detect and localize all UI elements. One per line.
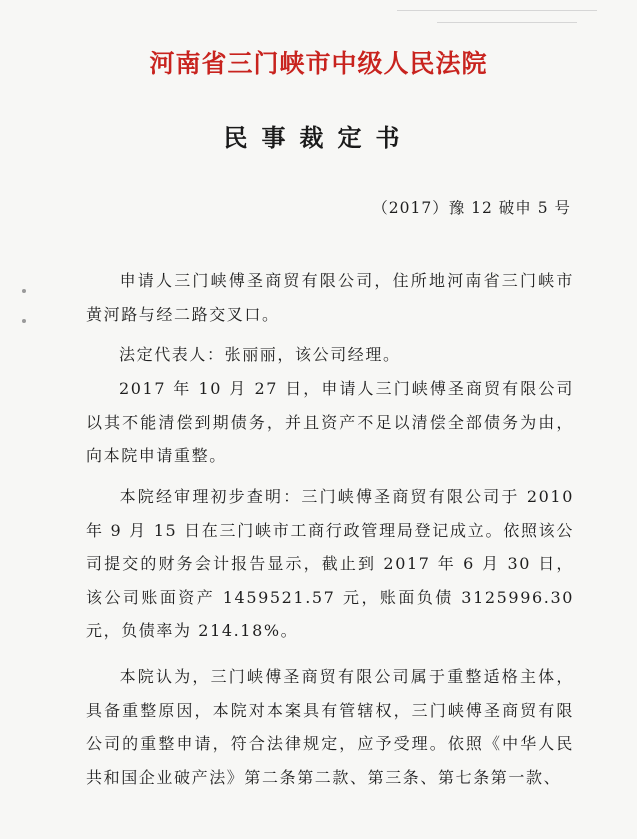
scan-line xyxy=(437,22,577,23)
paragraph-representative: 法定代表人：张丽丽，该公司经理。 xyxy=(119,345,401,364)
paragraph-applicant: 申请人三门峡傅圣商贸有限公司，住所地河南省三门峡市黄河路与经二路交叉口。 xyxy=(86,271,574,324)
court-name: 河南省三门峡市中级人民法院 xyxy=(149,49,488,78)
scan-dot xyxy=(22,289,26,293)
paragraph-application: 2017 年 10 月 27 日，申请人三门峡傅圣商贸有限公司以其不能清偿到期债务，并且资产不足以清偿全部债务为由，向本院申请重整。 xyxy=(86,379,574,465)
scan-dot xyxy=(22,319,26,323)
scan-line xyxy=(397,10,597,11)
paragraph-opinion: 本院认为，三门峡傅圣商贸有限公司属于重整适格主体，具备重整原因，本院对本案具有管辖权，三门峡傅圣商贸有限公司的重整申请，符合法律规定，应予受理。依照《中华人民共和国企业破产法》第二条第二款、第三条、第七条第一款、 xyxy=(86,667,574,787)
document-type: 民事裁定书 xyxy=(223,123,414,152)
case-number: （2017）豫 12 破申 5 号 xyxy=(372,199,571,217)
paragraph-findings: 本院经审理初步查明：三门峡傅圣商贸有限公司于 2010 年 9 月 15 日在三门峡市工商行政管理局登记成立。依照该公司提交的财务会计报告显示，截止到 2017 年 6 月 30 日，该公司账面资产 1459521.57 元，账面负债 3125996.30 元，负债率为 214.18%。 xyxy=(86,487,574,640)
